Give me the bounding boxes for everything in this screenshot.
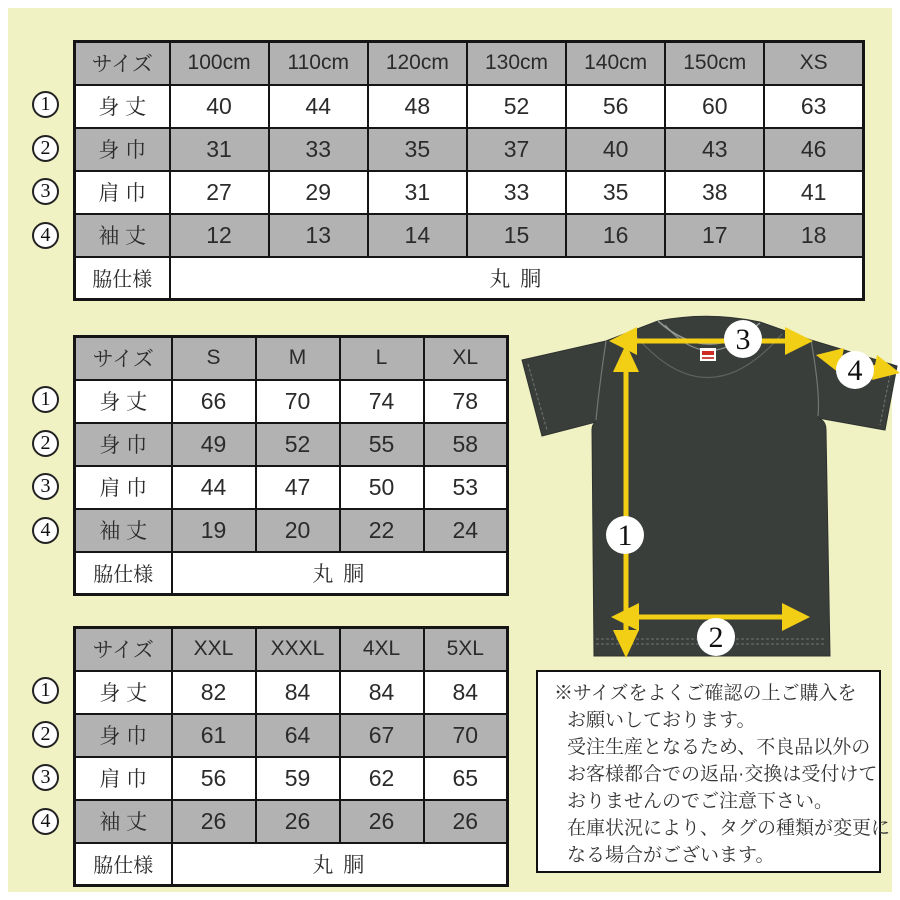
measurement-label: 身 巾 (75, 714, 172, 757)
measurement-label: 身 丈 (75, 671, 172, 714)
measurement-value: 63 (764, 85, 863, 128)
size-column-header: XXL (172, 628, 256, 671)
measurement-value: 49 (172, 423, 256, 466)
size-column-header: 100cm (170, 42, 269, 85)
measurement-value: 47 (256, 466, 340, 509)
measurement-value: 61 (172, 714, 256, 757)
measurement-value: 53 (424, 466, 508, 509)
purchase-notice-box (536, 670, 891, 873)
measurement-value: 66 (172, 380, 256, 423)
measurement-value: 33 (269, 128, 368, 171)
measurement-value: 44 (269, 85, 368, 128)
measurement-value: 13 (269, 214, 368, 257)
measurement-value: 35 (368, 128, 467, 171)
header-row (75, 337, 508, 380)
measurement-value: 52 (467, 85, 566, 128)
side-spec-value: 丸 胴 (172, 552, 508, 595)
measurement-value: 84 (340, 671, 424, 714)
svg-text:3: 3 (735, 323, 751, 356)
size-corner-header: サイズ (75, 42, 170, 85)
measurement-row (75, 214, 864, 257)
size-column-header: S (172, 337, 256, 380)
measurement-value: 58 (424, 423, 508, 466)
size-column-header: 150cm (665, 42, 764, 85)
measurement-value: 82 (172, 671, 256, 714)
measurement-value: 18 (764, 214, 863, 257)
row-marker-3-icon: 3 (32, 178, 59, 205)
row-marker-3-icon: 3 (32, 473, 59, 500)
size-column-header: 140cm (566, 42, 665, 85)
measurement-value: 60 (665, 85, 764, 128)
measurement-row (75, 380, 508, 423)
measurement-value: 70 (424, 714, 508, 757)
measurement-value: 31 (170, 128, 269, 171)
measurement-value: 40 (170, 85, 269, 128)
notice-line: おりませんのでご注意下さい。 (567, 791, 834, 812)
measurement-value: 43 (665, 128, 764, 171)
side-spec-row (75, 257, 864, 300)
notice-line: 在庫状況により、タグの種類が変更に (567, 818, 891, 839)
measurement-label: 肩 巾 (75, 757, 172, 800)
measurement-value: 22 (340, 509, 424, 552)
measurement-value: 56 (566, 85, 665, 128)
size-table-s-xl (73, 335, 509, 596)
row-marker-2-icon: 2 (32, 135, 59, 162)
measurement-row (75, 423, 508, 466)
size-column-header: 5XL (424, 628, 508, 671)
measurement-label: 袖 丈 (75, 214, 170, 257)
row-marker-2-icon: 2 (32, 430, 59, 457)
measurement-value: 38 (665, 171, 764, 214)
measurement-value: 70 (256, 380, 340, 423)
measurement-value: 35 (566, 171, 665, 214)
measurement-value: 65 (424, 757, 508, 800)
measurement-value: 26 (172, 800, 256, 843)
measurement-label: 身 丈 (75, 380, 172, 423)
side-spec-label: 脇仕様 (75, 552, 172, 595)
measurement-row (75, 466, 508, 509)
page-background (8, 8, 892, 892)
notice-line: なる場合がございます。 (567, 845, 775, 866)
measurement-value: 19 (172, 509, 256, 552)
side-spec-row (75, 843, 508, 886)
measurement-value: 84 (424, 671, 508, 714)
measurement-value: 26 (424, 800, 508, 843)
measurement-value: 29 (269, 171, 368, 214)
measurement-value: 20 (256, 509, 340, 552)
measurement-value: 78 (424, 380, 508, 423)
row-marker-4-icon: 4 (32, 808, 59, 835)
row-marker-1-icon: 1 (32, 91, 59, 118)
measurement-row (75, 128, 864, 171)
measurement-value: 52 (256, 423, 340, 466)
measurement-value: 56 (172, 757, 256, 800)
header-row (75, 42, 864, 85)
size-column-header: 110cm (269, 42, 368, 85)
diagram-marker-4-icon (836, 351, 874, 389)
notice-line: 受注生産となるため、不良品以外の (567, 737, 871, 758)
measurement-value: 59 (256, 757, 340, 800)
measurement-label: 身 巾 (75, 128, 170, 171)
measurement-row (75, 671, 508, 714)
row-marker-4-icon: 4 (32, 517, 59, 544)
row-marker-4-icon: 4 (32, 222, 59, 249)
measurement-row (75, 509, 508, 552)
measurement-value: 41 (764, 171, 863, 214)
measurement-value: 37 (467, 128, 566, 171)
side-spec-label: 脇仕様 (75, 843, 172, 886)
measurement-value: 62 (340, 757, 424, 800)
size-column-header: L (340, 337, 424, 380)
side-spec-row (75, 552, 508, 595)
measurement-value: 27 (170, 171, 269, 214)
measurement-label: 袖 丈 (75, 509, 172, 552)
notice-line: ※サイズをよくご確認の上ご購入を (554, 683, 857, 704)
measurement-value: 67 (340, 714, 424, 757)
measurement-value: 64 (256, 714, 340, 757)
size-column-header: 130cm (467, 42, 566, 85)
svg-text:1: 1 (617, 519, 633, 552)
measurement-value: 33 (467, 171, 566, 214)
side-spec-label: 脇仕様 (75, 257, 170, 300)
size-column-header: XS (764, 42, 863, 85)
measurement-value: 26 (256, 800, 340, 843)
notice-line: お願いしております。 (567, 710, 756, 731)
measurement-value: 48 (368, 85, 467, 128)
header-row (75, 628, 508, 671)
measurement-row (75, 714, 508, 757)
side-spec-value: 丸 胴 (170, 257, 864, 300)
row-marker-1-icon: 1 (32, 386, 59, 413)
measurement-label: 袖 丈 (75, 800, 172, 843)
measurement-value: 44 (172, 466, 256, 509)
row-marker-2-icon: 2 (32, 721, 59, 748)
measurement-value: 14 (368, 214, 467, 257)
measurement-value: 17 (665, 214, 764, 257)
size-table-xxl-5xl (73, 626, 509, 887)
size-column-header: XL (424, 337, 508, 380)
measurement-label: 肩 巾 (75, 171, 170, 214)
svg-text:4: 4 (847, 354, 863, 387)
measurement-value: 84 (256, 671, 340, 714)
measurement-value: 12 (170, 214, 269, 257)
measurement-value: 55 (340, 423, 424, 466)
measurement-value: 26 (340, 800, 424, 843)
measurement-row (75, 800, 508, 843)
diagram-marker-1-icon (606, 516, 644, 554)
measurement-row (75, 757, 508, 800)
measurement-value: 46 (764, 128, 863, 171)
measurement-value: 16 (566, 214, 665, 257)
diagram-marker-2-icon (697, 618, 735, 656)
measurement-value: 74 (340, 380, 424, 423)
notice-line: お客様都合での返品·交換は受付けて (567, 764, 878, 785)
neck-tag (700, 348, 716, 361)
size-corner-header: サイズ (75, 628, 172, 671)
measurement-value: 24 (424, 509, 508, 552)
size-column-header: M (256, 337, 340, 380)
size-table-kids-xs (73, 40, 865, 301)
diagram-marker-3-icon (724, 320, 762, 358)
measurement-value: 31 (368, 171, 467, 214)
size-corner-header: サイズ (75, 337, 172, 380)
measurement-row (75, 171, 864, 214)
measurement-value: 40 (566, 128, 665, 171)
measurement-label: 身 巾 (75, 423, 172, 466)
row-marker-3-icon: 3 (32, 764, 59, 791)
measurement-row (75, 85, 864, 128)
measurement-label: 身 丈 (75, 85, 170, 128)
side-spec-value: 丸 胴 (172, 843, 508, 886)
svg-text:2: 2 (708, 621, 724, 654)
tshirt-diagram-svg (508, 308, 900, 673)
tshirt-measurement-diagram (508, 308, 900, 673)
size-column-header: 120cm (368, 42, 467, 85)
size-column-header: 4XL (340, 628, 424, 671)
size-column-header: XXXL (256, 628, 340, 671)
measurement-value: 50 (340, 466, 424, 509)
measurement-value: 15 (467, 214, 566, 257)
measurement-label: 肩 巾 (75, 466, 172, 509)
row-marker-1-icon: 1 (32, 677, 59, 704)
